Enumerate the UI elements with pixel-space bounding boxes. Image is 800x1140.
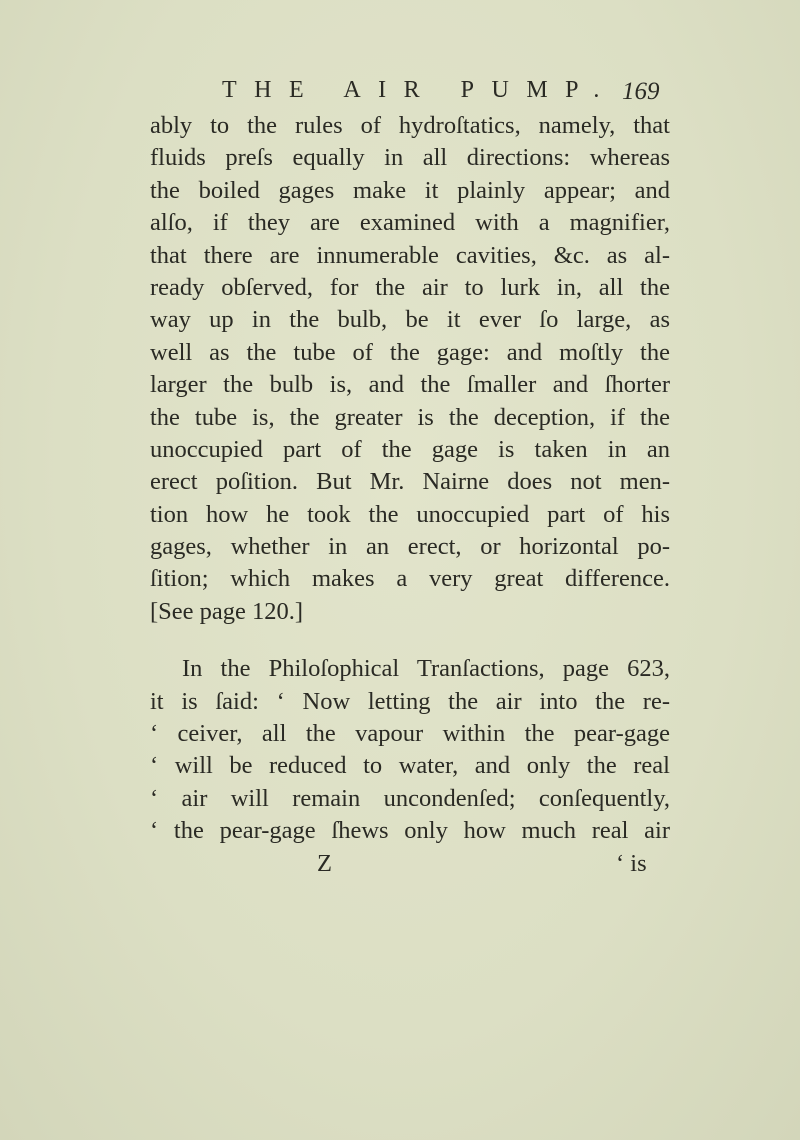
text-line: ready obſerved, for the air to lurk in, all the	[150, 273, 670, 301]
paragraph-2	[150, 653, 670, 847]
text-line: it is ſaid: ‘ Now letting the air into the re-	[150, 687, 670, 715]
text-line: the boiled gages make it plainly appear; and	[150, 176, 670, 204]
body-text	[150, 110, 670, 880]
text-line: unoccupied part of the gage is taken in an	[150, 435, 670, 463]
page-footer	[150, 848, 670, 880]
text-line: well as the tube of the gage: and moſtly the	[150, 338, 670, 366]
text-line: alſo, if they are examined with a magnifier,	[150, 209, 670, 237]
signature-mark: Z	[317, 849, 332, 877]
paragraph-gap	[150, 628, 670, 653]
text-line: erect poſition. But Mr. Nairne does not men-	[150, 468, 670, 496]
text-line: ‘ air will remain uncondenſed; conſequently,	[150, 784, 670, 812]
text-line: way up in the bulb, be it ever ſo large, as	[150, 306, 670, 334]
text-line: larger the bulb is, and the ſmaller and ſhorter	[150, 371, 670, 399]
text-line: In the Philoſophical Tranſactions, page 623,	[182, 655, 670, 683]
text-line: the tube is, the greater is the deception, if the	[150, 403, 670, 431]
text-line: [See page 120.]	[150, 597, 304, 625]
text-line: ‘ ceiver, all the vapour within the pear-gage	[150, 720, 670, 748]
page-number: 169	[622, 78, 660, 105]
page-header	[222, 70, 682, 110]
text-line: ‘ the pear-gage ſhews only how much real air	[150, 817, 670, 845]
catchword: ‘ is	[616, 849, 647, 877]
text-line: tion how he took the unoccupied part of his	[150, 500, 670, 528]
text-line: ably to the rules of hydroſtatics, namely, that	[150, 112, 670, 139]
paragraph-1	[150, 110, 670, 628]
text-line: that there are innumerable cavities, &c. as al-	[150, 241, 670, 269]
running-head: THE AIR PUMP.	[222, 77, 617, 103]
text-line: ‘ will be reduced to water, and only the real	[150, 752, 670, 780]
text-line: gages, whether in an erect, or horizontal po-	[150, 533, 670, 561]
text-line: ſition; which makes a very great difference.	[150, 565, 670, 593]
text-line: fluids preſs equally in all directions: whereas	[150, 144, 670, 172]
